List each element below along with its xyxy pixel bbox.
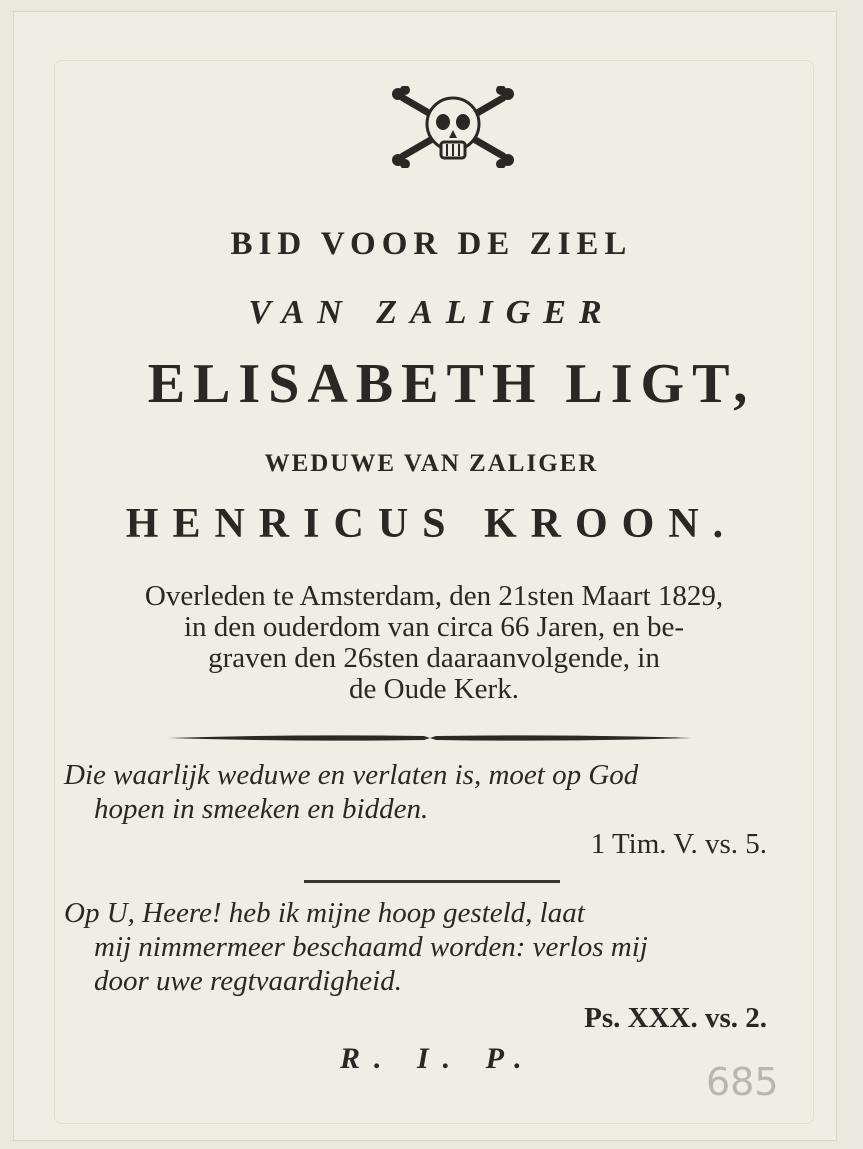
- widow-of-line: WEDUWE VAN ZALIGER: [264, 450, 599, 477]
- heading-of-blessed: VAN ZALIGER: [248, 294, 615, 331]
- deceased-name: ELISABETH LIGT,: [147, 353, 756, 415]
- husband-name: HENRICUS KROON.: [125, 501, 738, 547]
- divider: [304, 880, 560, 883]
- verse-line: Op U, Heere! heb ik mijne hoop gesteld, laat: [64, 897, 585, 929]
- rip-closing: R. I. P.: [340, 1042, 536, 1075]
- death-details: [62, 581, 806, 705]
- details-line: Overleden te Amsterdam, den 21sten Maart 1829,: [144, 580, 724, 612]
- bible-verse-1: [64, 758, 804, 826]
- bible-verse-2: [64, 896, 804, 998]
- verse-line: hopen in smeeken en bidden.: [94, 793, 429, 825]
- heading-pray: BID VOOR DE ZIEL: [230, 226, 633, 262]
- pencil-inventory-number: 685: [706, 1060, 779, 1104]
- verse-reference-1: 1 Tim. V. vs. 5.: [590, 828, 767, 860]
- verse-line: door uwe regtvaardigheid.: [94, 965, 402, 997]
- details-line: graven den 26sten daaraanvolgende, in: [208, 642, 660, 674]
- skull-and-crossbones-icon: [389, 86, 517, 168]
- verse-line: mij nimmermeer beschaamd worden: verlos mij: [94, 931, 648, 963]
- verse-reference-2: Ps. XXX. vs. 2.: [584, 1002, 767, 1034]
- details-line: de Oude Kerk.: [349, 673, 519, 705]
- ornamental-divider: [168, 734, 692, 742]
- verse-line: Die waarlijk weduwe en verlaten is, moet op God: [64, 759, 639, 791]
- details-line: in den ouderdom van circa 66 Jaren, en be-: [183, 611, 685, 643]
